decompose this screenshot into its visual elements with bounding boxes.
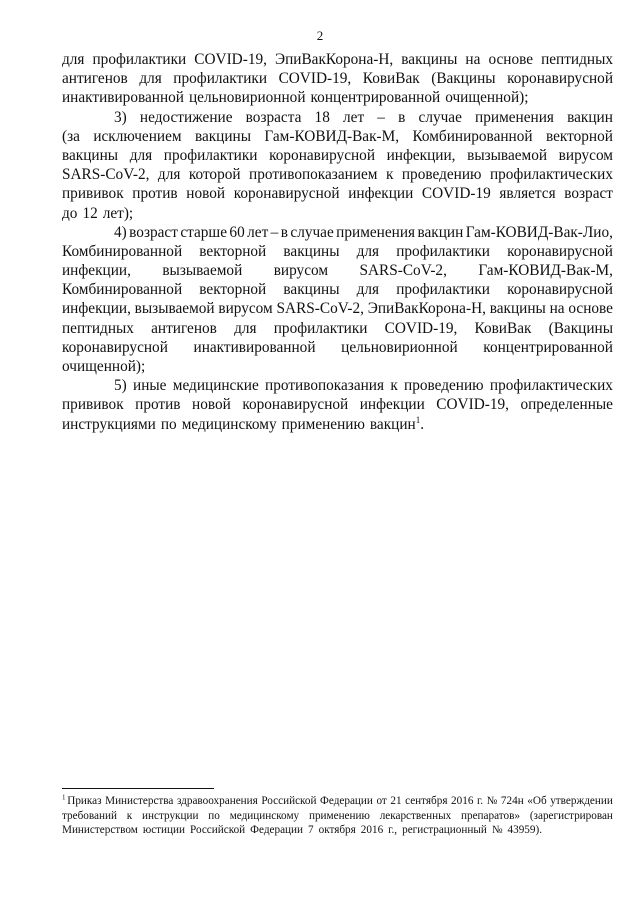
word: применения [336,223,416,241]
word: «Об [527,795,547,807]
word: Федерации [250,824,303,836]
word: прививок [62,185,124,203]
footnote-divider [62,788,214,789]
word: КовиВак [362,70,420,88]
word: коронавирусной [233,185,340,203]
word: цельновирионной [189,89,306,107]
word: основе [568,300,613,318]
word: профилактики [396,242,490,260]
word: SARS-CoV-2, [276,300,364,318]
word: по [208,809,220,822]
word: Комбинированной [412,127,533,145]
word: Гам-КОВИД-Вак-Лио, [465,223,613,241]
word: 3) [114,108,127,126]
footnote-line [62,809,613,824]
paragraph-3-line [62,261,613,280]
word: которой [188,166,241,184]
word: COVID-19 [421,185,491,203]
paragraph-2-line [62,165,613,184]
word: 7 [308,824,314,836]
word: № [486,795,498,807]
paragraph-4-line [62,376,613,395]
word: вакцины [489,300,546,318]
word: проведению [404,377,484,395]
word: инструкции [142,809,199,822]
word: КовиВак [474,319,532,337]
word: вирусом [218,300,273,318]
word: г. [476,795,484,807]
paragraph-3-line [62,242,613,261]
word: на [465,51,481,68]
word: сентября [405,795,448,807]
word: инфекции, [62,262,131,280]
word: COVID-19, [194,51,267,68]
footnote-marker: 1 [62,793,68,802]
paragraph-3-line [62,338,613,357]
word: концентрированной [483,338,613,356]
word: векторной [199,242,267,260]
word: медицинскому [229,809,300,822]
paragraph-3-line [62,319,613,338]
word: коронавирусной [269,146,375,164]
word: в [280,223,288,241]
footnote-line [62,823,613,838]
word: антигенов [151,319,217,337]
word: новой [186,185,226,203]
word: ЭпиВакКорона-Н, [274,51,394,68]
word: новой [192,396,231,414]
word: коронавирусной [62,338,168,356]
word: для [157,166,181,184]
word: SARS-CoV-2, [359,262,447,280]
word: лекарственных [379,809,452,822]
word: векторной [199,281,267,299]
word: (Вакцины [431,70,496,88]
word: (за [62,127,80,145]
word: инфекции [359,396,425,414]
word: для [356,242,380,260]
word: Комбинированной [62,242,183,260]
word: вакцины [401,51,458,68]
word: инфекции [348,185,414,203]
word: Министерства [105,795,174,807]
word: $^1$ Приказ [62,793,102,807]
word: Российской [190,824,246,836]
word: профилактики [92,51,187,68]
word: старше [180,223,227,241]
word: 2016 [360,824,384,836]
word: инактивированной [62,89,184,107]
word: октября [318,824,356,836]
word: проведению [401,166,482,184]
word: до [62,204,78,222]
word: ЭпиВакКорона-Н, [367,300,486,318]
word: – [377,108,385,126]
paragraph-4-line [62,415,613,434]
word: инфекции, [62,300,131,318]
word: здравоохранения [176,795,258,807]
paragraph-2-line [62,108,613,127]
paragraph-1-line [62,50,613,69]
paragraph-2-line [62,184,613,203]
word: 12 [82,204,98,222]
word: концентрированной [310,89,441,107]
word: для [234,319,257,337]
paragraph-3-line [62,280,613,299]
word: утверждении [550,795,613,807]
word: на [549,300,565,318]
word: № [491,824,503,836]
word: медицинские [172,377,259,395]
word: – [270,223,279,241]
paragraph-2-line [62,146,613,165]
word: профилактических [489,377,613,395]
word: к [126,809,133,822]
word: к [385,166,394,184]
word: медицинскому [181,415,277,433]
word: (зарегистрирован [529,809,613,822]
word: вакцин [567,108,613,126]
word: для [356,281,380,299]
word: профилактики [273,319,368,337]
paragraph-3-line [62,357,613,376]
word: против [135,396,181,414]
word: пептидных [541,51,613,68]
word: вакцин [417,223,464,241]
word: профилактики [163,146,258,164]
word: коронавирусной [507,70,613,88]
word: 21 [390,795,402,807]
word: в [398,108,406,126]
word: Федерации [320,795,373,807]
word: профилактики [173,70,268,88]
word: исключением [93,127,182,145]
word: 60 [229,223,245,241]
paragraph-3-line [62,223,613,242]
word: препаратов» [461,809,520,822]
footnote-line [62,794,613,809]
word: вызываемой [162,262,243,280]
word: возраст [564,185,613,203]
word: применению [281,415,365,433]
word: вакцины [283,242,340,260]
word: лет); [102,204,134,222]
word: COVID-19, [384,319,458,337]
word: 2016 [451,795,474,807]
word: вызываемой [467,146,548,164]
word: противопоказания [265,377,385,395]
word: цельновирионной [341,338,458,356]
word: Российской [261,795,317,807]
body-text [62,50,613,434]
paragraph-1-line [62,88,613,107]
word: для [129,146,153,164]
word: определенные [520,396,613,414]
word: профилактики [396,281,490,299]
word: к [390,377,398,395]
word: инактивированной [193,338,316,356]
word: (Вакцины [548,319,613,337]
word: профилактических [489,166,613,184]
word: Комбинированной [62,281,183,299]
word: противопоказанием [249,166,378,184]
word: возраста [245,108,302,126]
word: вирусом [273,262,329,280]
word: от [376,795,387,807]
word: пептидных [62,319,134,337]
paragraph-4-line [62,395,613,414]
word: Министерством [62,824,138,836]
word: юстиции [142,824,186,836]
paragraph-2-line [62,204,613,223]
word: иные [133,377,167,395]
word: по [160,415,177,433]
word: лет [343,108,365,126]
paragraph-2-line [62,127,613,146]
word: против [132,185,178,203]
word: Гам-КОВИД-Вак-М, [264,127,400,145]
word: для [62,51,85,68]
word: является [499,185,556,203]
word: регистрационный [402,824,487,836]
word: векторной [545,127,613,145]
word: 724н [500,795,524,807]
word: возраст [129,223,178,241]
word: очищенной); [445,89,529,107]
word: г., [388,824,398,836]
word: применению [308,809,370,822]
word: инфекции, [386,146,456,164]
word: применения [475,108,554,126]
word: для [139,70,162,88]
word: коронавирусной [507,242,613,260]
word: SARS-CoV-2, [62,166,150,184]
word: 43959). [507,824,543,836]
word: коронавирусной [507,281,613,299]
paragraph-3-line [62,299,613,318]
word: очищенной); [62,358,146,375]
paragraph-1-line [62,69,613,88]
word: COVID-19, [278,70,352,88]
word: вызываемой [134,300,215,318]
word: антигенов [62,70,128,88]
word: недостижение [139,108,233,126]
word: случае [418,108,462,126]
word: вакцин$^1$. [369,414,425,433]
word: коронавирусной [242,396,349,414]
word: лет [247,223,269,241]
word: Гам-КОВИД-Вак-М, [478,262,613,280]
word: вирусом [558,146,613,164]
footnote [62,794,613,838]
word: вакцины [283,281,340,299]
word: случае [290,223,334,241]
word: COVID-19, [436,396,509,414]
word: 18 [314,108,330,126]
word: требований [62,809,117,822]
word: основе [488,51,534,68]
page-number: 2 [316,28,324,43]
word: вакцины [62,146,119,164]
word: прививок [62,396,124,414]
word: инструкциями [62,415,156,433]
word: 4) [114,223,127,241]
word: вакцины [194,127,252,145]
footnote-marker: 1 [415,414,421,425]
word: 5) [114,377,127,395]
